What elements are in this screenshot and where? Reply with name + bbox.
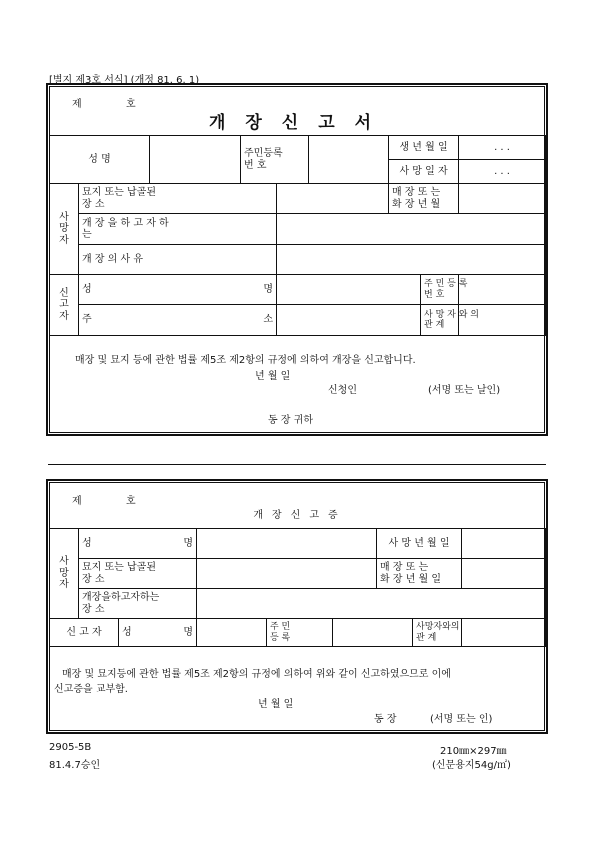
form2-name-label-b: 명 bbox=[183, 537, 193, 549]
reporter-section-label bbox=[50, 275, 79, 336]
number-label: 제 bbox=[72, 99, 82, 110]
relation-label-line1: 사 망 자 와 의 bbox=[424, 309, 479, 320]
form1-number bbox=[72, 95, 136, 110]
form2-deceased-section-text: 사망자 bbox=[59, 556, 69, 591]
form2-relation-value[interactable] bbox=[462, 619, 546, 647]
form1-title: 개장신고서 bbox=[208, 113, 392, 133]
form2-sign-note: (서명 또는 인) bbox=[430, 714, 493, 725]
death-date-label: 사 망 일 자 bbox=[389, 160, 459, 184]
form2-name-value[interactable] bbox=[197, 529, 377, 559]
reburial-place-label-line1: 개 장 을 하 고 자 하 bbox=[82, 217, 169, 229]
form2-name-label-a: 성 bbox=[82, 537, 92, 549]
revision-note: (개정 81. 6. 1) bbox=[130, 75, 200, 86]
relation-label-line2: 관 계 bbox=[424, 320, 445, 330]
reason-value[interactable] bbox=[277, 245, 546, 275]
resident-number-label-line2: 번 호 bbox=[244, 159, 267, 171]
form2-reburial-place-label-line1: 개장을하고자하는 bbox=[82, 592, 160, 603]
grave-place-label-line1: 묘지 또는 납골된 bbox=[82, 187, 156, 198]
number-suffix: 호 bbox=[126, 99, 136, 110]
reporter-name-label-a: 성 bbox=[82, 283, 92, 295]
footer-paper: (신문용지54g/㎡) bbox=[432, 760, 511, 771]
deceased-name-label: 성 명 bbox=[50, 136, 150, 184]
reporter-section-text: 신고자 bbox=[59, 287, 69, 322]
form1-recipient: 동 장 귀하 bbox=[268, 415, 313, 426]
address-label bbox=[79, 305, 277, 336]
form2-burial-date-label bbox=[377, 559, 462, 589]
grave-place-value[interactable] bbox=[277, 184, 389, 214]
form2-burial-date-label-line2: 화 장 년 월 일 bbox=[380, 573, 442, 585]
resident-number-value[interactable] bbox=[309, 136, 389, 184]
form2-number-suffix: 호 bbox=[126, 496, 136, 507]
form2-burial-date-value[interactable] bbox=[462, 559, 546, 589]
form2-reporter-name-label bbox=[119, 619, 197, 647]
deceased-section-label bbox=[50, 184, 79, 275]
form2-issuer: 동 장 bbox=[374, 714, 397, 725]
form2-reburial-place-value[interactable] bbox=[197, 589, 546, 619]
form2-name-label bbox=[79, 529, 197, 559]
form2-resident-label-line2: 등 록 bbox=[270, 632, 291, 643]
form2-death-date-value[interactable] bbox=[462, 529, 546, 559]
deceased-section-text: 사망자 bbox=[59, 211, 69, 246]
form2-relation-label-line2: 관 계 bbox=[416, 632, 437, 643]
form1-date-line: 년 월 일 bbox=[255, 371, 291, 382]
reason-label: 개 장 의 사 유 bbox=[79, 245, 277, 275]
grave-place-label-line2: 장 소 bbox=[82, 198, 105, 210]
form2-deceased-section bbox=[50, 529, 79, 619]
form1-applicant-label: 신청인 bbox=[328, 385, 357, 396]
form2-resident-value[interactable] bbox=[333, 619, 413, 647]
reburial-place-label bbox=[79, 214, 277, 245]
form-number: [별지 제3호 서식] bbox=[49, 75, 128, 86]
form2-resident-label-line1: 주 민 bbox=[270, 622, 291, 633]
burial-date-label bbox=[389, 184, 459, 214]
form2-statement-line2: 신고증을 교부함. bbox=[54, 684, 128, 695]
form2-reporter-name-label-b: 명 bbox=[183, 626, 193, 638]
death-date-value[interactable]: . . . bbox=[459, 160, 546, 184]
reburial-place-value[interactable] bbox=[277, 214, 546, 245]
form2-grave-place-value[interactable] bbox=[197, 559, 377, 589]
birth-date-label: 생 년 월 일 bbox=[389, 136, 459, 160]
reporter-name-label bbox=[79, 275, 277, 305]
form2-number-label: 제 bbox=[72, 496, 82, 507]
resident-number-label bbox=[241, 136, 309, 184]
form2-grave-place-label bbox=[79, 559, 197, 589]
burial-date-value[interactable] bbox=[459, 184, 546, 214]
footer-size: 210㎜×297㎜ bbox=[440, 746, 507, 757]
reporter-name-value[interactable] bbox=[277, 275, 421, 305]
form2-grave-place-label-line1: 묘지 또는 납골된 bbox=[82, 562, 156, 573]
form2-reburial-place-label-line2: 장 소 bbox=[82, 603, 105, 615]
form2-title: 개장신고증 bbox=[253, 510, 347, 521]
resident-number-label-line1: 주민등록 bbox=[244, 148, 283, 159]
reporter-name-label-b: 명 bbox=[263, 283, 274, 295]
reburial-place-label-line2: 는 bbox=[82, 229, 92, 240]
burial-date-label-line1: 매 장 또 는 bbox=[392, 187, 441, 198]
form2-number bbox=[72, 492, 136, 507]
form2-reporter-label: 신 고 자 bbox=[50, 619, 119, 647]
form1-sign-note: (서명 또는 날인) bbox=[428, 385, 501, 396]
reporter-resident-value[interactable] bbox=[459, 275, 546, 305]
form2-resident-label bbox=[267, 619, 333, 647]
form2-relation-label bbox=[413, 619, 462, 647]
form2-reburial-place-label bbox=[79, 589, 197, 619]
footer-approval: 81.4.7승인 bbox=[49, 760, 101, 771]
deceased-name-value[interactable] bbox=[150, 136, 241, 184]
reporter-resident-label-line2: 번 호 bbox=[424, 289, 445, 300]
form2-burial-date-label-line1: 매 장 또 는 bbox=[380, 562, 429, 573]
reporter-resident-label-line1: 주 민 등 록 bbox=[424, 279, 468, 290]
cut-line bbox=[48, 464, 546, 465]
form2-table bbox=[49, 528, 546, 647]
form2-date-line: 년 월 일 bbox=[258, 699, 294, 710]
form1-statement: 매장 및 묘지 등에 관한 법률 제5조 제2항의 규정에 의하여 개장을 신고합니다. bbox=[75, 355, 416, 366]
form2-relation-label-line1: 사망자와의 bbox=[416, 622, 460, 633]
form2-death-date-label: 사 망 년 월 일 bbox=[377, 529, 462, 559]
footer-code: 2905-5B bbox=[49, 742, 92, 753]
form2-reporter-name-label-a: 성 bbox=[122, 626, 132, 638]
address-label-a: 주 bbox=[82, 314, 92, 326]
burial-date-label-line2: 화 장 년 월 bbox=[392, 198, 441, 210]
address-value[interactable] bbox=[277, 305, 421, 336]
form2-statement-line1: 매장 및 묘지등에 관한 법률 제5조 제2항의 규정에 의하여 위와 같이 신고하였으므로 이에 bbox=[62, 669, 451, 680]
reporter-resident-label bbox=[421, 275, 468, 305]
form2-reporter-name-value[interactable] bbox=[197, 619, 267, 647]
birth-date-value[interactable]: . . . bbox=[459, 136, 546, 160]
relation-label bbox=[421, 305, 479, 336]
form1-table bbox=[49, 135, 546, 336]
grave-place-label bbox=[79, 184, 277, 214]
form2-grave-place-label-line2: 장 소 bbox=[82, 573, 105, 585]
address-label-b: 소 bbox=[263, 314, 274, 326]
